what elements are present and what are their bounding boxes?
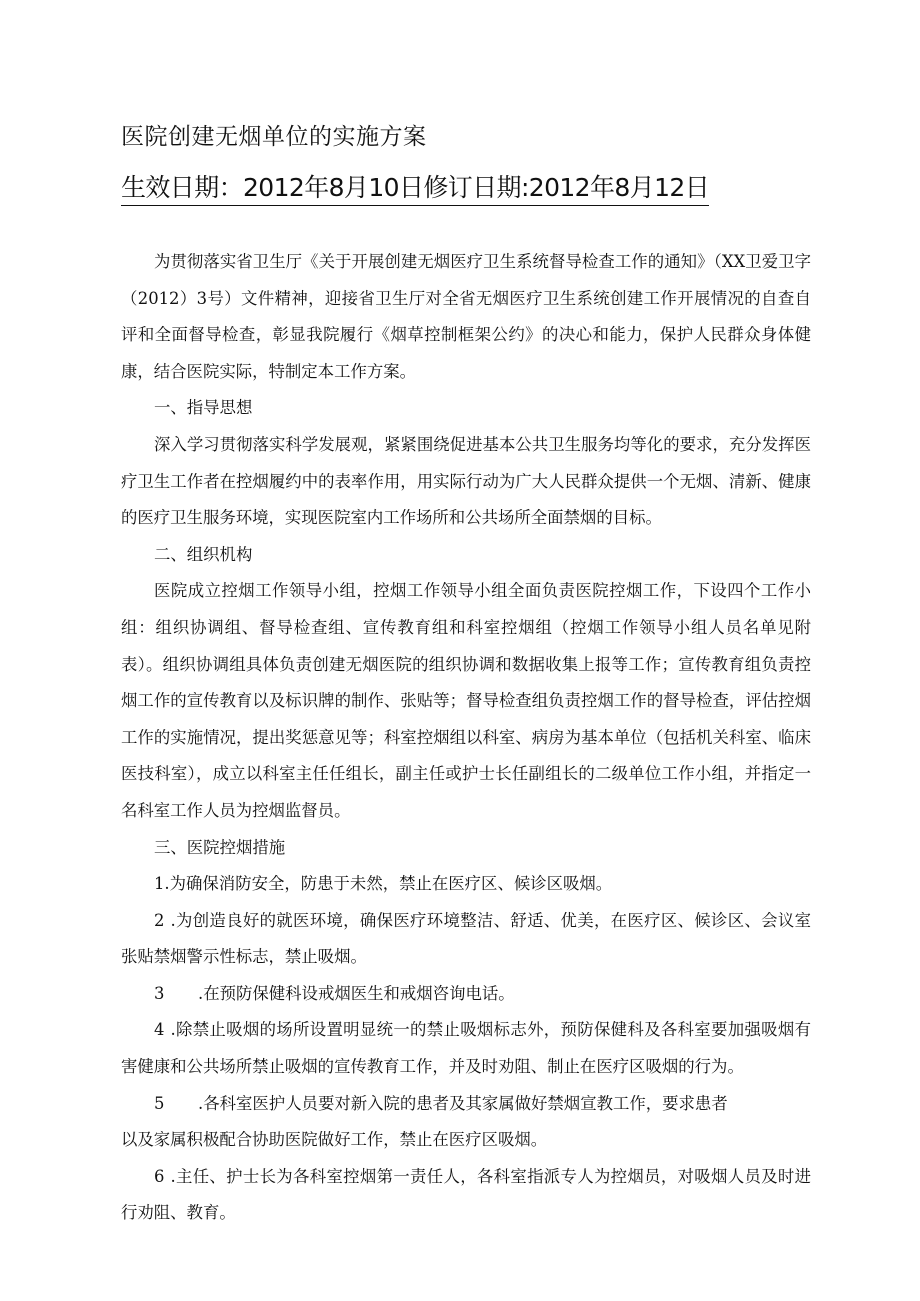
measure-item-3 <box>121 976 811 1013</box>
measure-text-continued: 以及家属积极配合协助医院做好工作，禁止在医疗区吸烟。 <box>121 1130 548 1150</box>
measure-text: .为创造良好的就医环境，确保医疗环境整洁、舒适、优美，在医疗区、候诊区、会议室张贴禁烟警示性标志，禁止吸烟。 <box>121 910 811 967</box>
measure-item-5 <box>121 1086 811 1159</box>
measure-text: .除禁止吸烟的场所设置明显统一的禁止吸烟标志外，预防保健科及各科室要加强吸烟有害健康和公共场所禁止吸烟的宣传教育工作，并及时劝阻、制止在医疗区吸烟的行为。 <box>121 1020 811 1077</box>
measure-text: .各科室医护人员要对新入院的患者及其家属做好禁烟宣教工作，要求患者 <box>198 1093 728 1113</box>
measure-item-1 <box>121 866 811 903</box>
section-1-paragraph: 深入学习贯彻落实科学发展观，紧紧围绕促进基本公共卫生服务均等化的要求，充分发挥医疗卫生工作者在控烟履约中的表率作用，用实际行动为广大人民群众提供一个无烟、清新、健康的医疗卫生服务环境，实现医院室内工作场所和公共场所全面禁烟的目标。 <box>121 434 811 528</box>
section-3-heading: 三、医院控烟措施 <box>154 837 286 857</box>
measure-item-4 <box>121 1012 811 1085</box>
measure-number: 2 <box>154 910 165 930</box>
measure-item-2 <box>121 903 811 976</box>
document-title: 医院创建无烟单位的实施方案 <box>121 124 427 150</box>
document-dates: 生效日期：2012年8月10日修订日期:2012年8月12日 <box>121 168 709 206</box>
measure-text: .主任、护士长为各科室控烟第一责任人，各科室指派专人为控烟员，对吸烟人员及时进行劝阻、教育。 <box>121 1166 811 1223</box>
section-1-heading: 一、指导思想 <box>154 398 253 418</box>
measure-number: 6 <box>154 1166 165 1186</box>
section-2-paragraph: 医院成立控烟工作领导小组，控烟工作领导小组全面负责医院控烟工作，下设四个工作小组：组织协调组、督导检查组、宣传教育组和科室控烟组（控烟工作领导小组人员名单见附表）。组织协调组具体负责创建无烟医院的组织协调和数据收集上报等工作；宣传教育组负责控烟工作的宣传教育以及标识牌的制作、张贴等；督导检查组负责控烟工作的督导检查，评估控烟工作的实施情况，提出奖惩意见等；科室控烟组以科室、病房为基本单位（包括机关科室、临床医技科室），成立以科室主任任组长，副主任或护士长任副组长的二级单位工作小组，并指定一名科室工作人员为控烟监督员。 <box>121 581 811 820</box>
measure-number: 3 <box>154 983 165 1003</box>
measure-text: 为确保消防安全，防患于未然，禁止在医疗区、候诊区吸烟。 <box>169 874 613 894</box>
section-2-heading: 二、组织机构 <box>154 544 253 564</box>
document-body <box>121 244 811 1232</box>
measure-number: 5 <box>154 1093 165 1113</box>
intro-paragraph: 为贯彻落实省卫生厅《关于开展创建无烟医疗卫生系统督导检查工作的通知》（XX卫爱卫字（2012）3号）文件精神，迎接省卫生厅对全省无烟医疗卫生系统创建工作开展情况的自查自评和全面督导检查，彰显我院履行《烟草控制框架公约》的决心和能力，保护人民群众身体健康，结合医院实际，特制定本工作方案。 <box>121 252 811 381</box>
measure-number: 1. <box>154 874 170 894</box>
measure-text: .在预防保健科设戒烟医生和戒烟咨询电话。 <box>198 983 515 1003</box>
measure-item-6 <box>121 1159 811 1232</box>
measure-number: 4 <box>154 1020 165 1040</box>
